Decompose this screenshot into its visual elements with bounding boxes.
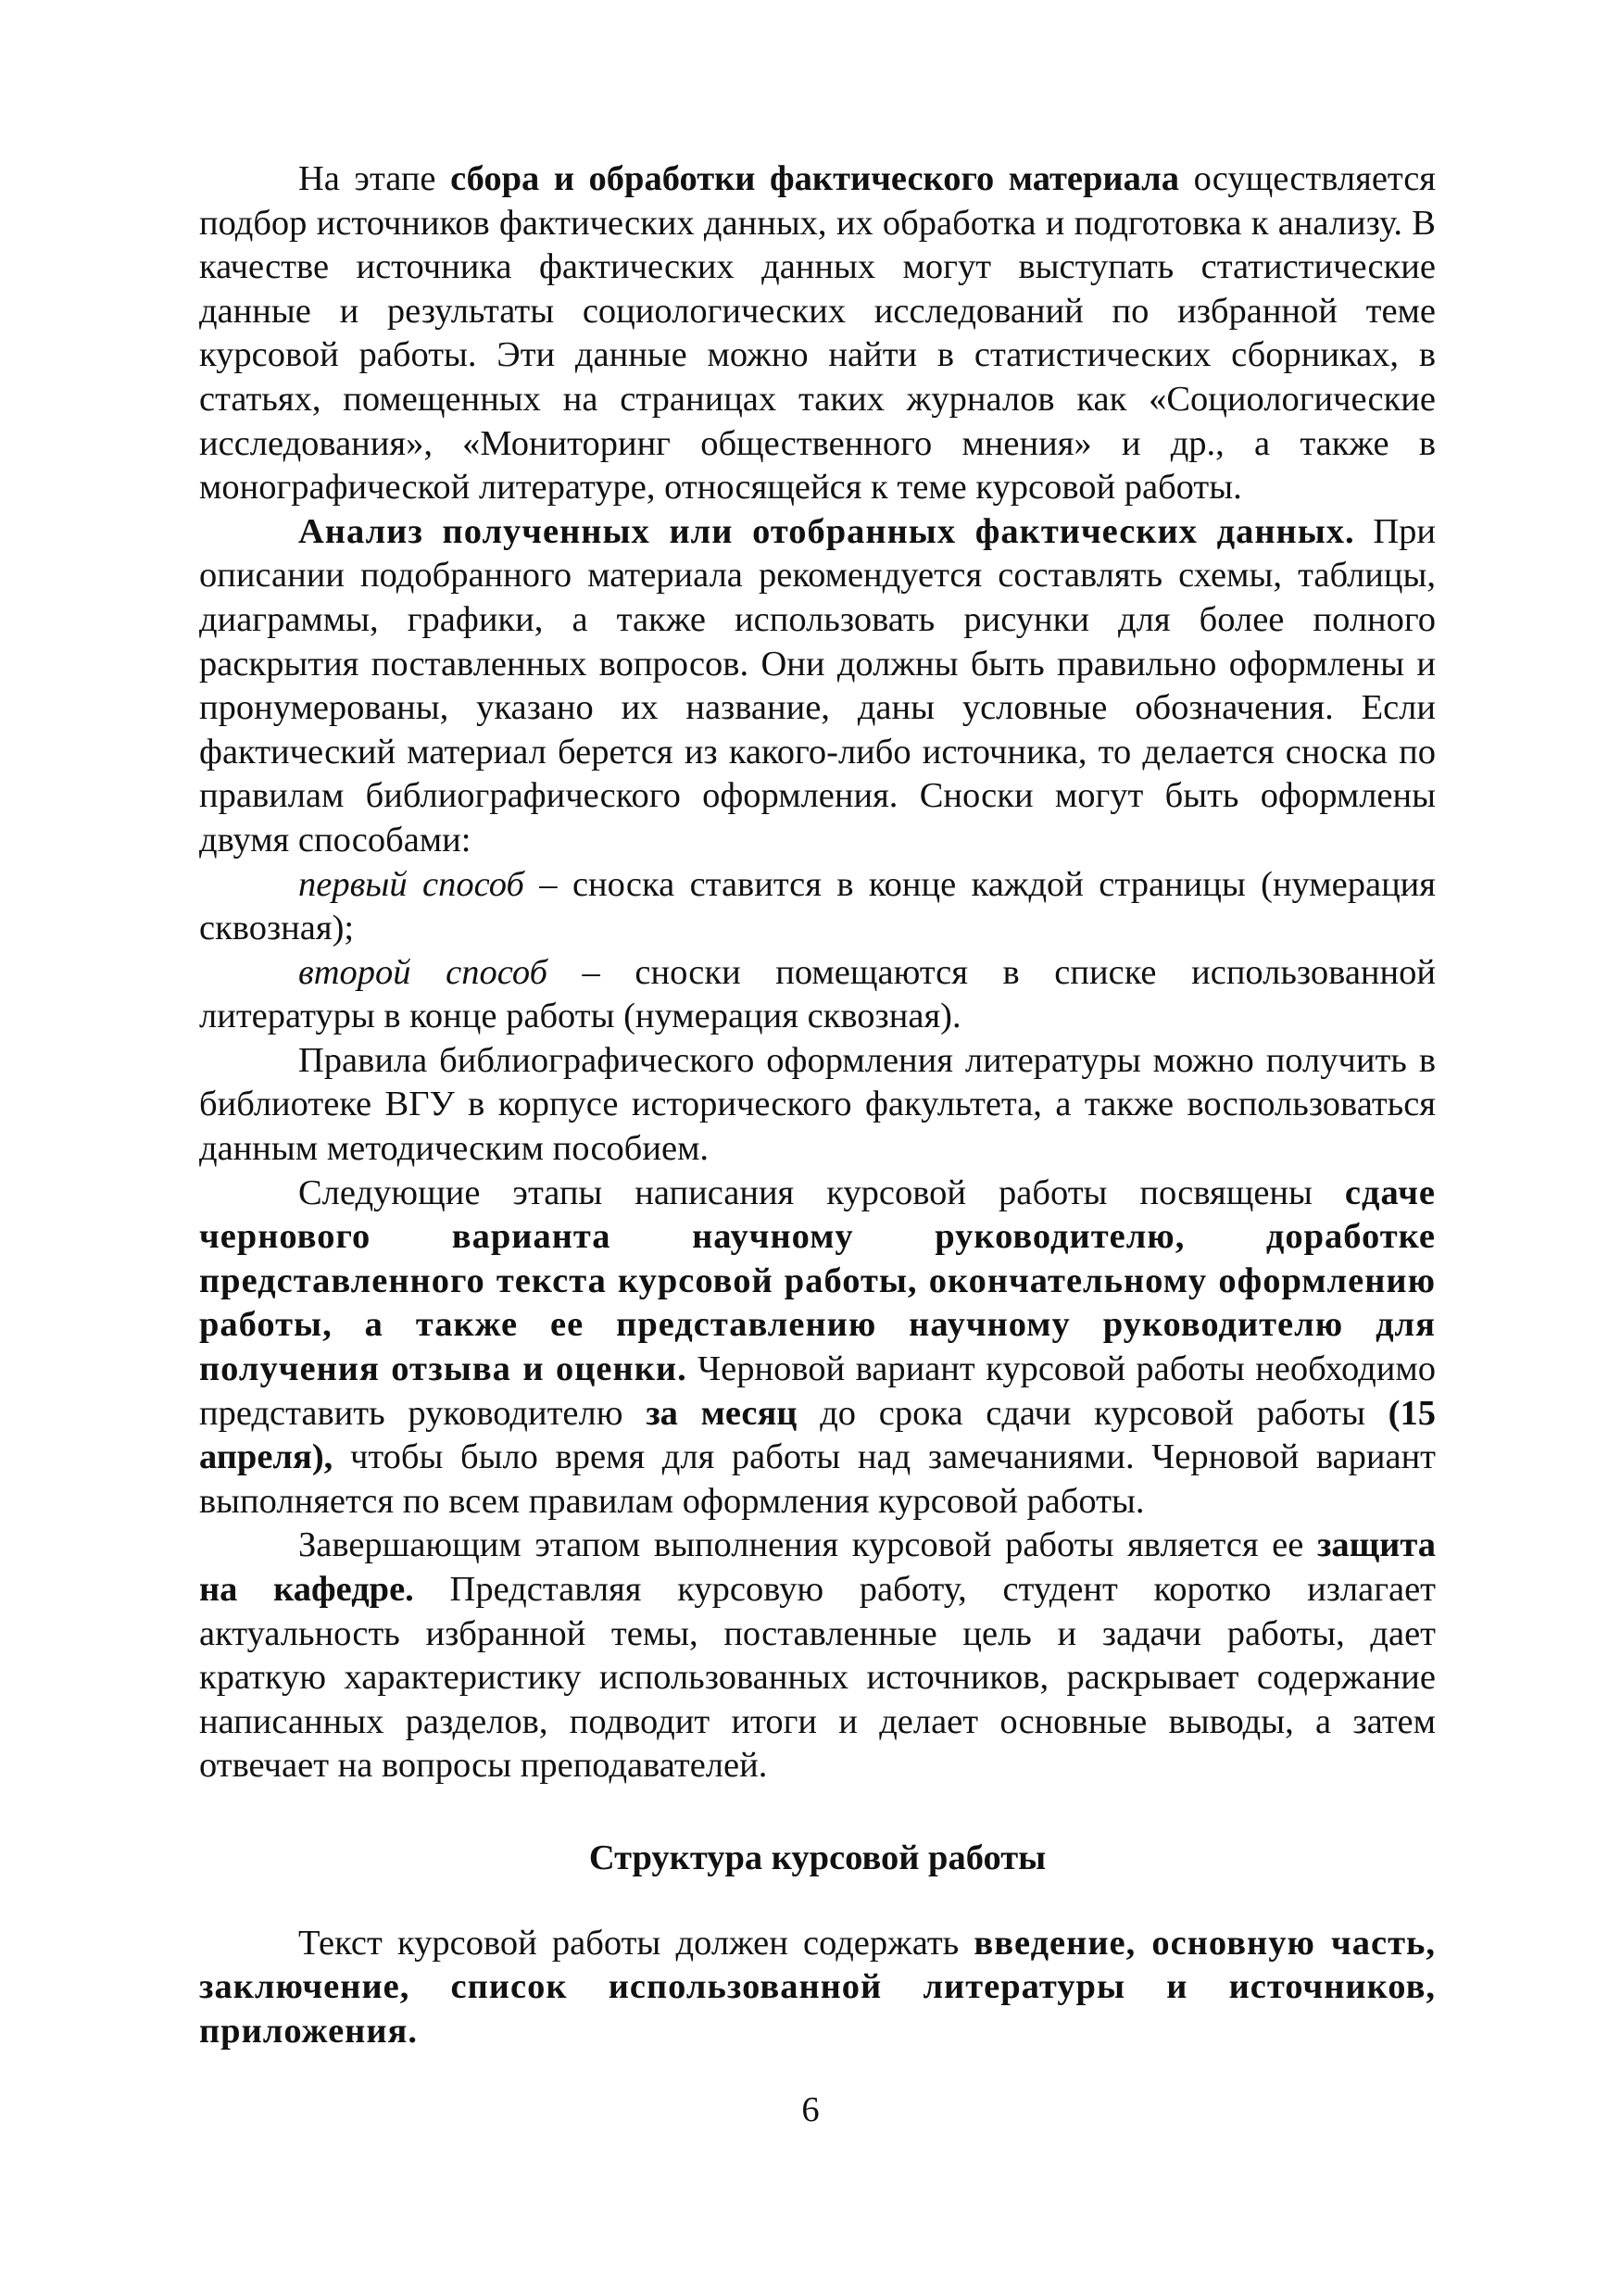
- section-heading: Структура курсовой работы: [588, 1838, 1047, 1877]
- text-run: Черновой вариант курсовой работы необходимо представить руководителю: [199, 1349, 1436, 1433]
- paragraph-fact-collection: [199, 157, 1436, 510]
- bold-term: (15 апреля),: [199, 1393, 1436, 1477]
- text-run: чтобы было время для работы над замечаниями. Черновой вариант выполняется по всем правилам оформления курсовой работы.: [199, 1437, 1436, 1521]
- text-run: Завершающим этапом выполнения курсовой работы является ее: [298, 1525, 1317, 1565]
- paragraph-footnote-method-1: [199, 863, 1436, 951]
- text-run: – сноски помещаются в списке использованной литературы в конце работы (нумерация сквозная).: [199, 952, 1436, 1036]
- text-run: Текст курсовой работы должен содержать: [298, 1923, 974, 1963]
- bold-term: сдаче чернового варианта научному руководителю, доработке представленного текста курсовой работы, окончательному оформлению работы, а также ее представлению научному руководителю для получения отзыва и оценки.: [199, 1173, 1436, 1389]
- bold-term: Анализ полученных или отобранных фактических данных.: [298, 511, 1355, 551]
- text-run: Представляя курсовую работу, студент коротко излагает актуальность избранной темы, поставленные цель и задачи работы, дает краткую характеристику использованных источников, раскрывает содержание написанных разделов, подводит итоги и делает основные выводы, а затем отвечает на вопросы преподавателей.: [199, 1570, 1436, 1786]
- paragraph-bibliography-rules: [199, 1039, 1436, 1172]
- paragraph-footnote-method-2: [199, 951, 1436, 1039]
- text-run: до срока сдачи курсовой работы: [797, 1393, 1389, 1433]
- italic-term: второй способ: [298, 952, 547, 992]
- bold-term: защита на кафедре.: [199, 1525, 1436, 1609]
- text-run: При описании подобранного материала рекомендуется составлять схемы, таблицы, диаграммы, графики, а также использовать рисунки для более полного раскрытия поставленных вопросов. Они должны быть правильно оформлены и пронумерованы, указано их название, даны условные обозначения. Если фактический материал берется из какого-либо источника, то делается сноска по правилам библиографического оформления. Сноски могут быть оформлены двумя способами:: [199, 511, 1436, 859]
- paragraph-structure: [199, 1922, 1436, 2054]
- text-run: Правила библиографического оформления литературы можно получить в библиотеке ВГУ в корпусе исторического факультета, а также воспользоваться данным методическим пособием.: [199, 1040, 1436, 1169]
- page-number: 6: [801, 2090, 820, 2129]
- paragraph-next-stages: [199, 1172, 1436, 1524]
- italic-term: первый способ: [298, 864, 524, 904]
- document-body: [199, 157, 1436, 2053]
- text-run: Следующие этапы написания курсовой работы посвящены: [298, 1173, 1345, 1212]
- text-run: – сноска ставится в конце каждой страницы (нумерация сквозная);: [199, 864, 1436, 948]
- paragraph-data-analysis: [199, 510, 1436, 863]
- text-run: осуществляется подбор источников фактических данных, их обработка и подготовка к анализу. В качестве источника фактических данных могут выступать статистические данные и результаты социологических исследований по избранной теме курсовой работы. Эти данные можно найти в статистических сборниках, в статьях, помещенных на страницах таких журналов как «Социологические исследования», «Мониторинг общественного мнения» и др., а также в монографической литературе, относящейся к теме курсовой работы.: [199, 159, 1437, 508]
- text-run: На этапе: [298, 159, 451, 198]
- bold-term: введение, основную часть, заключение, список использованной литературы и источников, приложения.: [199, 1923, 1437, 2051]
- bold-term: за месяц: [646, 1393, 798, 1433]
- paragraph-defense: [199, 1524, 1436, 1788]
- bold-term: сбора и обработки фактического материала: [450, 159, 1180, 198]
